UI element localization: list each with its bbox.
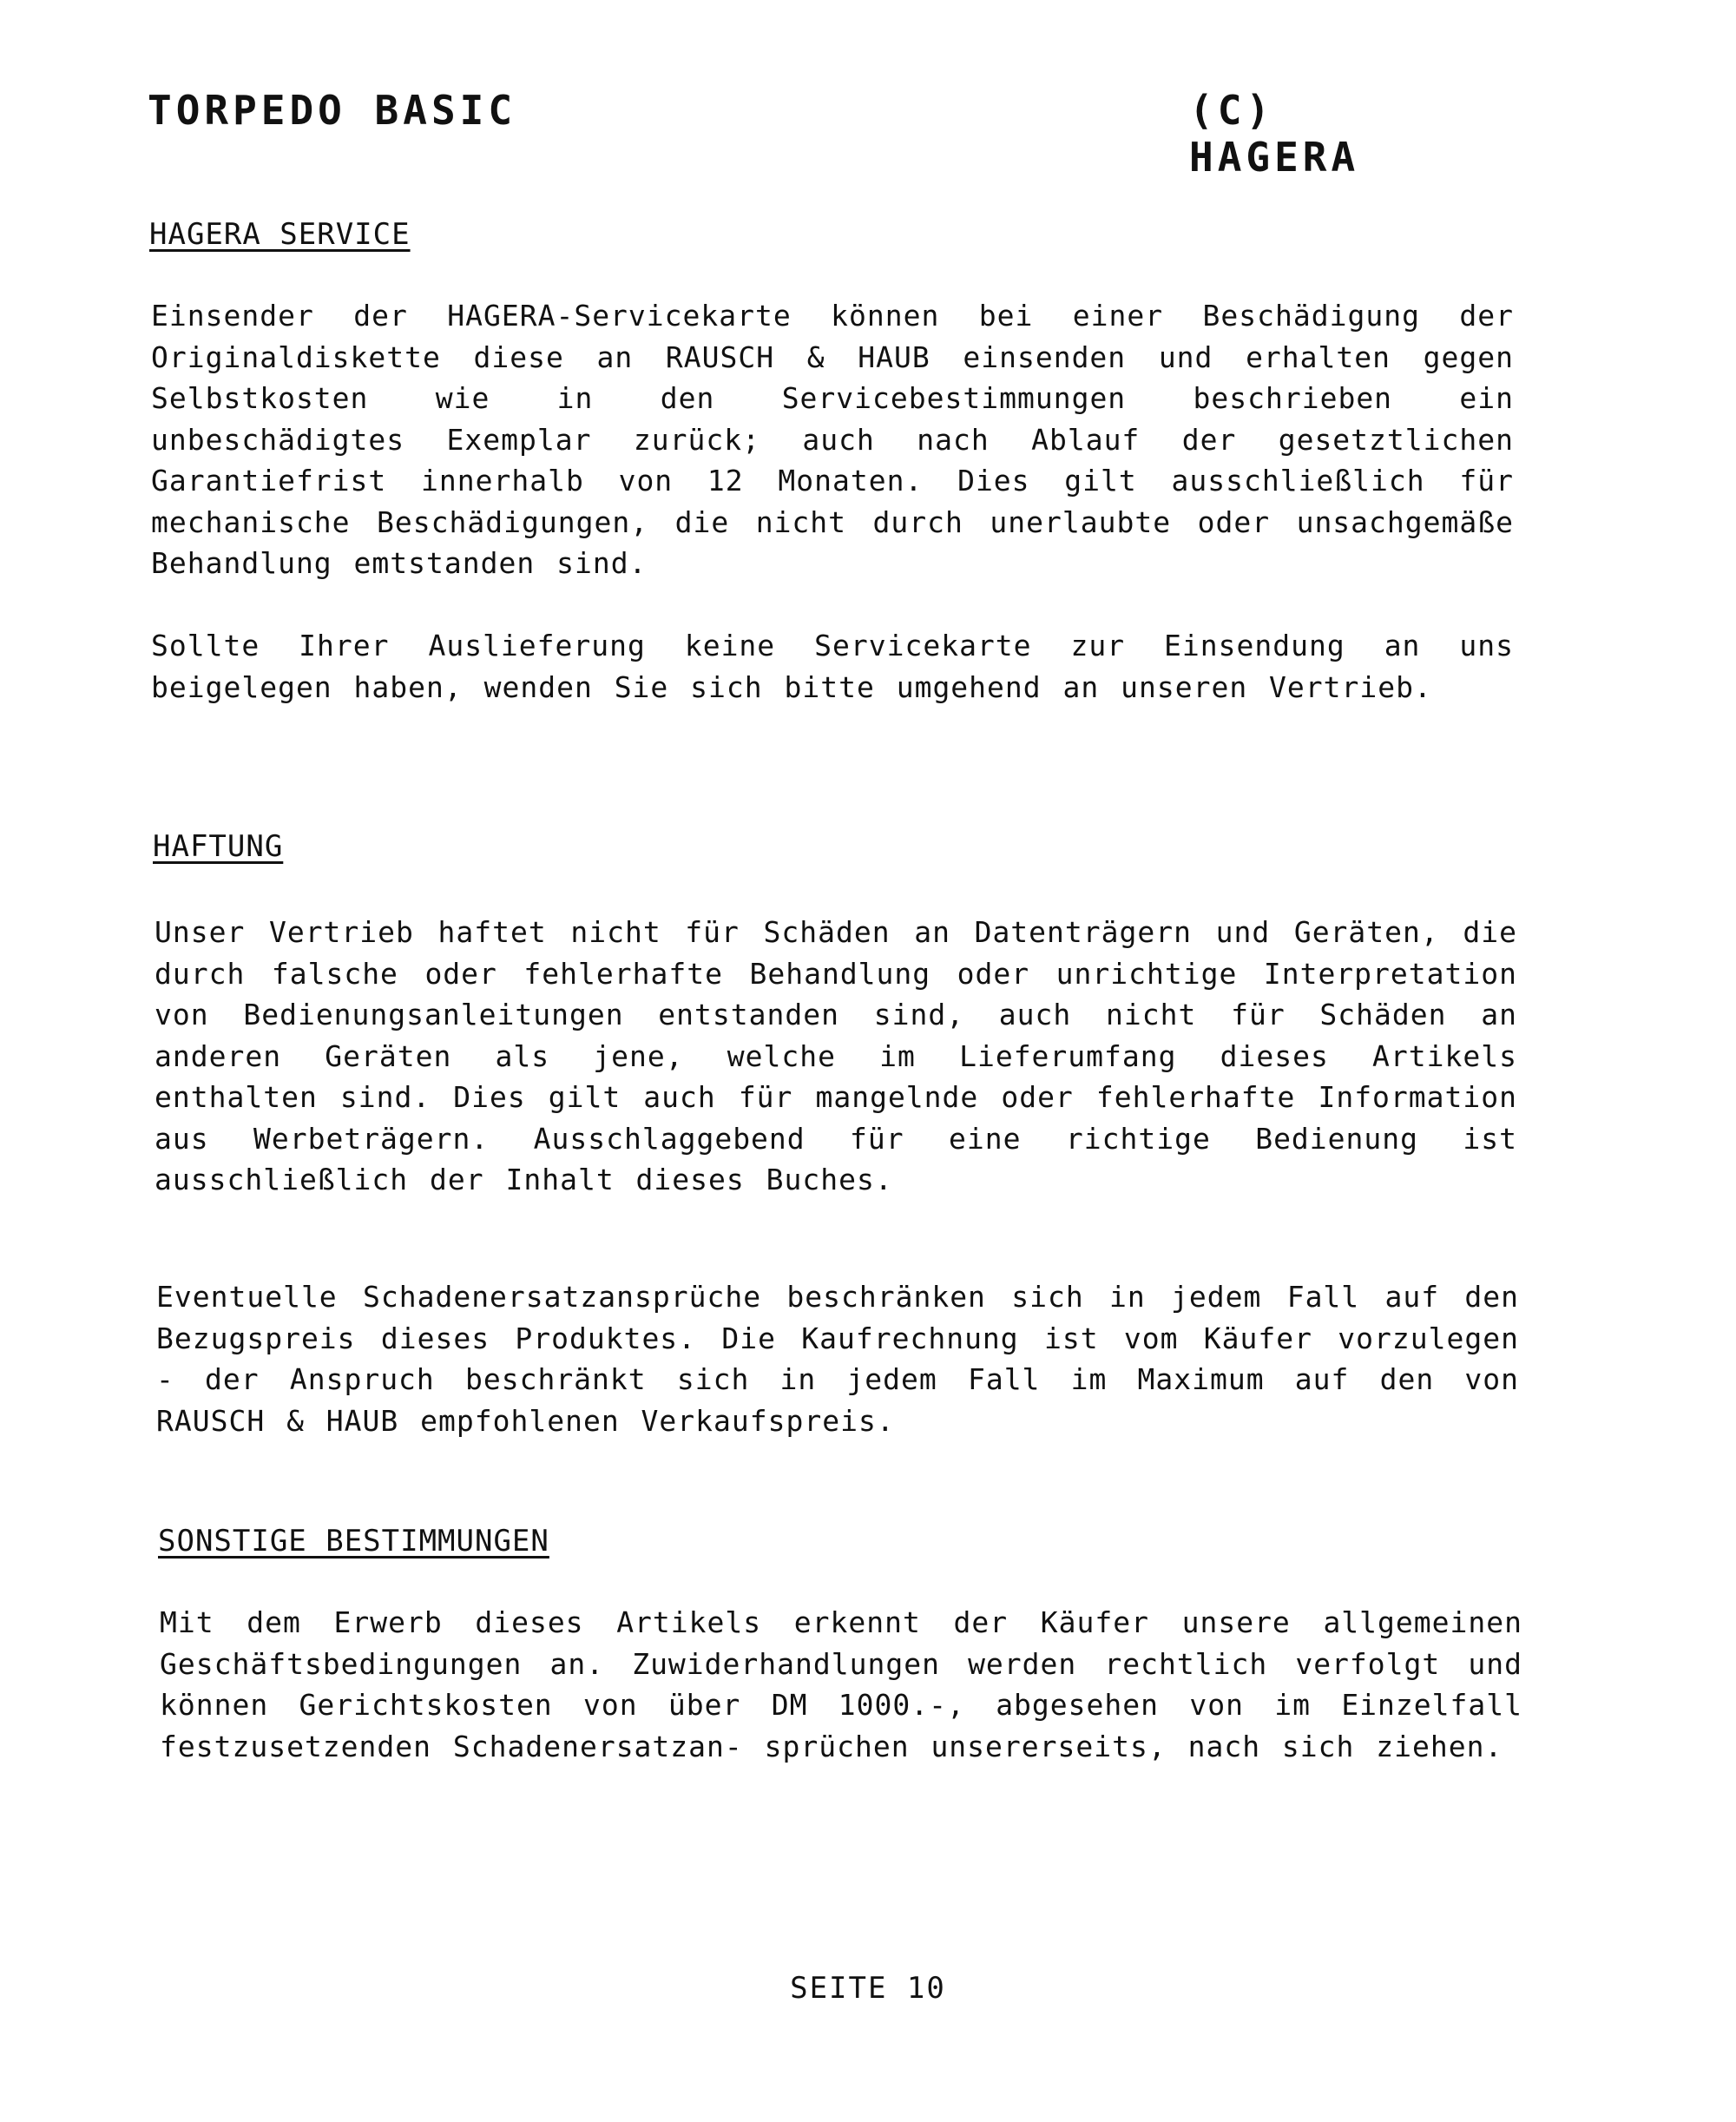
- paragraph-sonstige-1: Mit dem Erwerb dieses Artikels erkennt der Käufer unsere allgemeinen Geschäftsbedingungen an. Zuwiderhandlungen werden rechtlich verfolgt und können Gerichtskosten von über DM 1000.-, abgesehen von im Einzelfall festzusetzenden Schadenersatzan- sprüchen unsererseits, nach sich ziehen.: [160, 1605, 1522, 1763]
- paragraph-haftung-1: Unser Vertrieb haftet nicht für Schäden an Datenträgern und Geräten, die durch falsche oder fehlerhafte Behandlung oder unrichtige Interpretation von Bedienungsanleitungen entstanden sind, auch nicht für Schäden an anderen Geräten als jene, welche im Lieferumfang dieses Artikels enthalten sind. Dies gilt auch für mangelnde oder fehlerhafte Information aus Werbeträgern. Ausschlaggebend für eine richtige Bedienung ist ausschließlich der Inhalt dieses Buches.: [155, 915, 1517, 1196]
- header-title: TORPEDO BASIC: [148, 87, 517, 134]
- section-title-hagera-service: HAGERA SERVICE: [149, 217, 411, 252]
- page-number: SEITE 10: [790, 1971, 946, 2006]
- header-copyright: (C) HAGERA: [1189, 87, 1360, 181]
- paragraph-service-2: Sollte Ihrer Auslieferung keine Servicekarte zur Einsendung an uns beigelegen haben, wenden Sie sich bitte umgehend an unseren Vertrieb.: [151, 629, 1514, 704]
- paragraph-service-1: Einsender der HAGERA-Servicekarte können bei einer Beschädigung der Originaldiskette diese an RAUSCH & HAUB einsenden und erhalten gegen Selbstkosten wie in den Servicebestimmungen beschrieben ein unbeschädigtes Exemplar zurück; auch nach Ablauf der gesetztlichen Garantiefrist innerhalb von 12 Monaten. Dies gilt ausschließlich für mechanische Beschädigungen, die nicht durch unerlaubte oder unsachgemäße Behandlung emtstanden sind.: [151, 299, 1514, 580]
- page-header: [148, 87, 1450, 181]
- paragraph-haftung-2: Eventuelle Schadenersatzansprüche beschränken sich in jedem Fall auf den Bezugspreis dieses Produktes. Die Kaufrechnung ist vom Käufer vorzulegen - der Anspruch beschränkt sich in jedem Fall im Maximum auf den von RAUSCH & HAUB empfohlenen Verkaufspreis.: [156, 1280, 1519, 1438]
- section-title-haftung: HAFTUNG: [153, 829, 284, 864]
- section-title-sonstige-bestimmungen: SONSTIGE BESTIMMUNGEN: [158, 1524, 549, 1559]
